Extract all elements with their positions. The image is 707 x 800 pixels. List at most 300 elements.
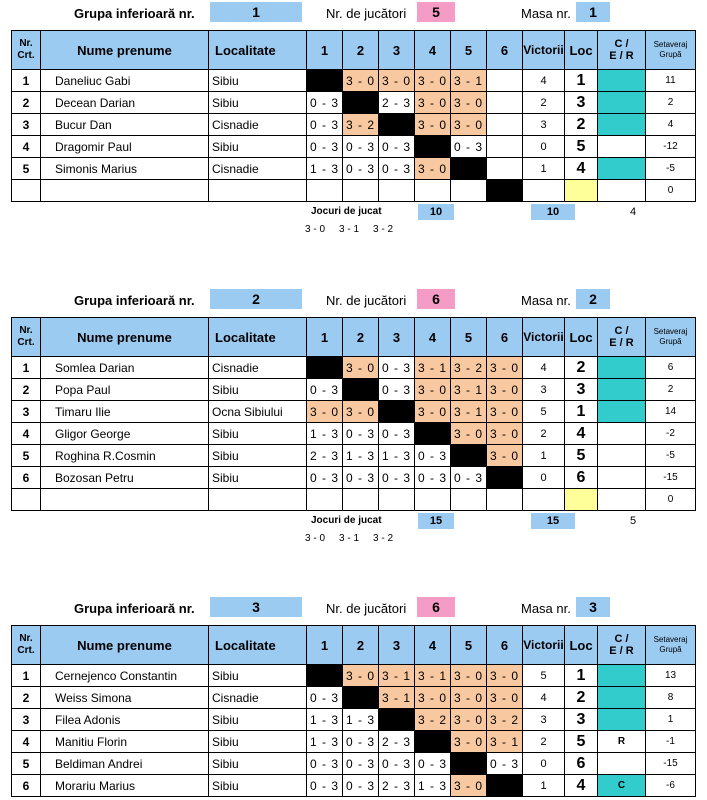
group-1 — [0, 0, 707, 235]
cer-cell — [598, 423, 646, 445]
table-number-label: Masa nr. — [521, 6, 571, 21]
player-name: Bozosan Petru — [41, 467, 209, 489]
match-score-cell: 0 - 3 — [451, 136, 487, 158]
setaveraj-cell: 1 — [646, 709, 696, 731]
self-match-cell — [379, 401, 415, 423]
table-number-value: 3 — [576, 597, 610, 617]
col-name-header: Nume prenume — [41, 626, 209, 665]
player-locality — [209, 180, 307, 202]
wins-cell: 1 — [523, 775, 565, 797]
self-match-cell — [451, 445, 487, 467]
setaveraj-cell: 4 — [646, 114, 696, 136]
place-cell: 6 — [565, 753, 598, 775]
col-wins-header: Victorii — [523, 626, 565, 665]
player-name: Manitiu Florin — [41, 731, 209, 753]
match-score-cell: 0 - 3 — [379, 753, 415, 775]
player-name: Weiss Simona — [41, 687, 209, 709]
setaveraj-cell: -15 — [646, 467, 696, 489]
row-number: 5 — [12, 158, 41, 180]
games-to-play-label: Jocuri de jucat — [311, 515, 382, 526]
col-wins-header: Victorii — [523, 31, 565, 70]
table-row — [12, 136, 696, 158]
wins-cell: 0 — [523, 753, 565, 775]
player-name — [41, 180, 209, 202]
match-score-cell: 3 - 0 — [451, 114, 487, 136]
table-header-row — [12, 318, 696, 357]
games-to-play-value: 15 — [418, 513, 454, 529]
score-legend-item: 3 - 0 — [305, 533, 326, 544]
col-nr-header — [12, 318, 41, 357]
match-score-cell: 3 - 1 — [451, 379, 487, 401]
player-name: Somlea Darian — [41, 357, 209, 379]
players-count-label: Nr. de jucători — [326, 293, 407, 308]
setaveraj-cell: -2 — [646, 423, 696, 445]
match-score-cell: 0 - 3 — [415, 467, 451, 489]
match-score-cell: 3 - 1 — [415, 357, 451, 379]
setaveraj-cell: 2 — [646, 379, 696, 401]
place-cell: 4 — [565, 775, 598, 797]
match-score-cell: 3 - 1 — [415, 665, 451, 687]
match-score-cell: 3 - 0 — [487, 423, 523, 445]
group-count-value: 4 — [630, 206, 637, 218]
victories-total-value: 15 — [531, 513, 575, 529]
score-legend-item: 3 - 1 — [339, 533, 360, 544]
player-locality: Sibiu — [209, 70, 307, 92]
col-place-header: Loc — [565, 318, 598, 357]
match-score-cell: 3 - 0 — [415, 114, 451, 136]
player-locality: Sibiu — [209, 775, 307, 797]
match-score-cell: 3 - 0 — [415, 379, 451, 401]
wins-cell: 1 — [523, 158, 565, 180]
match-score-cell: 3 - 0 — [487, 401, 523, 423]
col-match-5-header: 5 — [451, 626, 487, 665]
players-count-label: Nr. de jucători — [326, 6, 407, 21]
setaveraj-cell: -1 — [646, 731, 696, 753]
match-score-cell: 0 - 3 — [451, 467, 487, 489]
match-score-cell — [451, 180, 487, 202]
player-name: Bucur Dan — [41, 114, 209, 136]
match-score-cell: 3 - 0 — [415, 401, 451, 423]
player-locality: Ocna Sibiului — [209, 401, 307, 423]
row-number: 3 — [12, 114, 41, 136]
self-match-cell — [307, 357, 343, 379]
col-match-1-header: 1 — [307, 626, 343, 665]
col-name-header: Nume prenume — [41, 31, 209, 70]
match-score-cell: 2 - 3 — [379, 731, 415, 753]
player-locality: Sibiu — [209, 665, 307, 687]
col-cer-header — [598, 318, 646, 357]
place-cell: 4 — [565, 423, 598, 445]
wins-cell: 3 — [523, 379, 565, 401]
match-score-cell: 0 - 3 — [307, 114, 343, 136]
match-score-cell: 1 - 3 — [307, 423, 343, 445]
setaveraj-cell: 11 — [646, 70, 696, 92]
match-score-cell: 3 - 0 — [415, 158, 451, 180]
player-locality: Sibiu — [209, 423, 307, 445]
results-table — [11, 317, 696, 511]
match-score-cell: 0 - 3 — [343, 136, 379, 158]
self-match-cell — [343, 92, 379, 114]
match-score-cell: 3 - 0 — [415, 687, 451, 709]
self-match-cell — [379, 709, 415, 731]
match-score-cell — [379, 489, 415, 511]
wins-cell: 0 — [523, 136, 565, 158]
row-number: 4 — [12, 731, 41, 753]
match-score-cell: 0 - 3 — [343, 775, 379, 797]
place-cell — [565, 489, 598, 511]
self-match-cell — [451, 753, 487, 775]
match-score-cell — [343, 180, 379, 202]
col-nr-line2: Crt. — [17, 50, 35, 61]
col-setaveraj-line2: Grupă — [659, 50, 682, 59]
row-number — [12, 180, 41, 202]
player-locality — [209, 489, 307, 511]
self-match-cell — [415, 731, 451, 753]
wins-cell: 5 — [523, 665, 565, 687]
wins-cell: 4 — [523, 687, 565, 709]
score-legend — [305, 224, 407, 235]
player-locality: Cisnadie — [209, 158, 307, 180]
match-score-cell: 3 - 0 — [343, 665, 379, 687]
player-name: Simonis Marius — [41, 158, 209, 180]
wins-cell: 4 — [523, 357, 565, 379]
col-nr-line1: Nr. — [19, 38, 33, 49]
table-row — [12, 467, 696, 489]
player-name: Morariu Marius — [41, 775, 209, 797]
place-cell: 2 — [565, 687, 598, 709]
player-locality: Sibiu — [209, 731, 307, 753]
col-setaveraj-line2: Grupă — [659, 337, 682, 346]
cer-cell — [598, 70, 646, 92]
cer-cell — [598, 357, 646, 379]
group-title-label: Grupa inferioară nr. — [74, 6, 195, 21]
player-name: Decean Darian — [41, 92, 209, 114]
place-cell: 1 — [565, 401, 598, 423]
group-2 — [0, 287, 707, 544]
place-cell: 6 — [565, 467, 598, 489]
player-name: Roghina R.Cosmin — [41, 445, 209, 467]
col-setaveraj-header — [646, 626, 696, 665]
match-score-cell: 3 - 0 — [451, 731, 487, 753]
match-score-cell: 2 - 3 — [307, 445, 343, 467]
wins-cell: 2 — [523, 92, 565, 114]
table-row — [12, 379, 696, 401]
match-score-cell: 3 - 0 — [451, 709, 487, 731]
match-score-cell: 0 - 3 — [379, 467, 415, 489]
match-score-cell: 3 - 0 — [451, 423, 487, 445]
table-row — [12, 357, 696, 379]
match-score-cell — [415, 489, 451, 511]
table-row — [12, 731, 696, 753]
row-number: 5 — [12, 753, 41, 775]
col-cer-line1: C / — [614, 633, 629, 645]
player-name: Dragomir Paul — [41, 136, 209, 158]
match-score-cell: 0 - 3 — [307, 136, 343, 158]
self-match-cell — [415, 423, 451, 445]
match-score-cell — [487, 489, 523, 511]
cer-cell — [598, 665, 646, 687]
place-cell: 1 — [565, 665, 598, 687]
setaveraj-cell: 13 — [646, 665, 696, 687]
match-score-cell: 3 - 0 — [415, 92, 451, 114]
player-locality: Sibiu — [209, 709, 307, 731]
wins-cell — [523, 489, 565, 511]
group-header — [0, 0, 707, 26]
match-score-cell: 3 - 0 — [487, 687, 523, 709]
group-header — [0, 287, 707, 313]
match-score-cell — [307, 180, 343, 202]
player-locality: Sibiu — [209, 467, 307, 489]
col-match-3-header: 3 — [379, 626, 415, 665]
self-match-cell — [307, 665, 343, 687]
col-nr-line2: Crt. — [17, 645, 35, 656]
cer-cell — [598, 114, 646, 136]
table-row — [12, 92, 696, 114]
player-locality: Cisnadie — [209, 114, 307, 136]
col-match-3-header: 3 — [379, 31, 415, 70]
col-setaveraj-line1: Setaveraj — [653, 635, 688, 644]
player-name: Timaru Ilie — [41, 401, 209, 423]
cer-cell — [598, 401, 646, 423]
col-match-1-header: 1 — [307, 31, 343, 70]
player-name: Cernejenco Constantin — [41, 665, 209, 687]
match-score-cell: 3 - 2 — [487, 709, 523, 731]
match-score-cell: 0 - 3 — [343, 753, 379, 775]
setaveraj-cell: 6 — [646, 357, 696, 379]
group-number: 1 — [210, 2, 302, 22]
cer-cell — [598, 709, 646, 731]
player-locality: Sibiu — [209, 753, 307, 775]
players-count-value: 6 — [417, 597, 455, 617]
games-to-play-value: 10 — [418, 204, 454, 220]
place-cell — [565, 180, 598, 202]
col-cer-line2: E / R — [609, 645, 634, 657]
row-number: 3 — [12, 709, 41, 731]
match-score-cell: 0 - 3 — [415, 445, 451, 467]
player-locality: Sibiu — [209, 136, 307, 158]
match-score-cell: 1 - 3 — [343, 709, 379, 731]
row-number: 1 — [12, 665, 41, 687]
row-number: 2 — [12, 379, 41, 401]
player-name: Daneliuc Gabi — [41, 70, 209, 92]
setaveraj-cell: 0 — [646, 489, 696, 511]
row-number — [12, 489, 41, 511]
setaveraj-cell: -15 — [646, 753, 696, 775]
match-score-cell: 1 - 3 — [307, 709, 343, 731]
table-number-label: Masa nr. — [521, 293, 571, 308]
match-score-cell — [415, 180, 451, 202]
match-score-cell: 3 - 0 — [343, 401, 379, 423]
setaveraj-cell: 8 — [646, 687, 696, 709]
wins-cell: 5 — [523, 401, 565, 423]
victories-total-value: 10 — [531, 204, 575, 220]
col-wins-header: Victorii — [523, 318, 565, 357]
score-legend-item: 3 - 2 — [373, 224, 394, 235]
table-row — [12, 158, 696, 180]
match-score-cell: 3 - 1 — [487, 731, 523, 753]
row-number: 1 — [12, 70, 41, 92]
match-score-cell — [487, 158, 523, 180]
col-locality-header: Localitate — [209, 626, 307, 665]
match-score-cell: 0 - 3 — [307, 92, 343, 114]
match-score-cell: 2 - 3 — [379, 775, 415, 797]
match-score-cell: 3 - 0 — [415, 70, 451, 92]
col-match-6-header: 6 — [487, 31, 523, 70]
group-number: 3 — [210, 597, 302, 617]
col-setaveraj-header — [646, 31, 696, 70]
wins-cell: 2 — [523, 731, 565, 753]
match-score-cell — [487, 136, 523, 158]
self-match-cell — [343, 379, 379, 401]
col-match-5-header: 5 — [451, 31, 487, 70]
match-score-cell: 3 - 0 — [487, 665, 523, 687]
match-score-cell: 0 - 3 — [307, 467, 343, 489]
results-table — [11, 30, 696, 202]
table-number-value: 2 — [576, 289, 610, 309]
match-score-cell — [343, 489, 379, 511]
cer-cell: R — [598, 731, 646, 753]
self-match-cell — [415, 136, 451, 158]
table-row — [12, 114, 696, 136]
table-row — [12, 445, 696, 467]
match-score-cell: 3 - 2 — [415, 709, 451, 731]
match-score-cell: 3 - 1 — [379, 687, 415, 709]
setaveraj-cell: 2 — [646, 92, 696, 114]
wins-cell: 3 — [523, 709, 565, 731]
match-score-cell: 3 - 0 — [379, 70, 415, 92]
place-cell: 2 — [565, 357, 598, 379]
table-header-row — [12, 626, 696, 665]
group-number: 2 — [210, 289, 302, 309]
self-match-cell — [487, 180, 523, 202]
col-match-3-header: 3 — [379, 318, 415, 357]
cer-cell — [598, 445, 646, 467]
group-title-label: Grupa inferioară nr. — [74, 293, 195, 308]
place-cell: 3 — [565, 709, 598, 731]
wins-cell: 3 — [523, 114, 565, 136]
match-score-cell: 3 - 0 — [451, 775, 487, 797]
place-cell: 5 — [565, 445, 598, 467]
self-match-cell — [451, 158, 487, 180]
match-score-cell: 0 - 3 — [307, 379, 343, 401]
col-match-6-header: 6 — [487, 318, 523, 357]
row-number: 3 — [12, 401, 41, 423]
match-score-cell — [487, 114, 523, 136]
table-row — [12, 70, 696, 92]
group-count-value: 5 — [630, 515, 637, 527]
cer-cell — [598, 136, 646, 158]
wins-cell — [523, 180, 565, 202]
match-score-cell: 0 - 3 — [379, 423, 415, 445]
players-count-value: 6 — [417, 289, 455, 309]
setaveraj-cell: -5 — [646, 445, 696, 467]
col-match-2-header: 2 — [343, 318, 379, 357]
match-score-cell: 0 - 3 — [343, 467, 379, 489]
place-cell: 5 — [565, 136, 598, 158]
table-row — [12, 687, 696, 709]
player-locality: Cisnadie — [209, 357, 307, 379]
players-count-value: 5 — [417, 2, 455, 22]
match-score-cell: 3 - 1 — [451, 401, 487, 423]
match-score-cell: 3 - 0 — [451, 665, 487, 687]
score-legend-item: 3 - 0 — [305, 224, 326, 235]
table-number-label: Masa nr. — [521, 601, 571, 616]
match-score-cell: 0 - 3 — [379, 136, 415, 158]
players-count-label: Nr. de jucători — [326, 601, 407, 616]
player-name: Popa Paul — [41, 379, 209, 401]
cer-cell — [598, 467, 646, 489]
cer-cell — [598, 379, 646, 401]
player-locality: Sibiu — [209, 379, 307, 401]
col-nr-header — [12, 626, 41, 665]
setaveraj-cell: -5 — [646, 158, 696, 180]
table-row — [12, 180, 696, 202]
match-score-cell: 0 - 3 — [379, 379, 415, 401]
row-number: 1 — [12, 357, 41, 379]
col-nr-header — [12, 31, 41, 70]
self-match-cell — [379, 114, 415, 136]
col-match-2-header: 2 — [343, 31, 379, 70]
col-match-5-header: 5 — [451, 318, 487, 357]
score-legend-item: 3 - 1 — [339, 224, 360, 235]
col-locality-header: Localitate — [209, 31, 307, 70]
table-header-row — [12, 31, 696, 70]
col-setaveraj-line1: Setaveraj — [653, 40, 688, 49]
match-score-cell: 3 - 2 — [343, 114, 379, 136]
match-score-cell: 1 - 3 — [415, 775, 451, 797]
match-score-cell: 3 - 1 — [451, 70, 487, 92]
player-locality: Sibiu — [209, 445, 307, 467]
player-name: Filea Adonis — [41, 709, 209, 731]
row-number: 5 — [12, 445, 41, 467]
col-nr-line1: Nr. — [19, 633, 33, 644]
player-name — [41, 489, 209, 511]
cer-cell: C — [598, 775, 646, 797]
match-score-cell — [451, 489, 487, 511]
match-score-cell — [487, 92, 523, 114]
match-score-cell: 3 - 0 — [343, 357, 379, 379]
match-score-cell: 0 - 3 — [487, 753, 523, 775]
wins-cell: 2 — [523, 423, 565, 445]
col-setaveraj-line1: Setaveraj — [653, 327, 688, 336]
match-score-cell: 1 - 3 — [343, 445, 379, 467]
place-cell: 2 — [565, 114, 598, 136]
match-score-cell: 1 - 3 — [307, 731, 343, 753]
cer-cell — [598, 92, 646, 114]
results-table — [11, 625, 696, 797]
match-score-cell: 3 - 0 — [487, 357, 523, 379]
col-match-2-header: 2 — [343, 626, 379, 665]
table-row — [12, 423, 696, 445]
col-nr-line2: Crt. — [17, 337, 35, 348]
group-3 — [0, 595, 707, 794]
match-score-cell: 1 - 3 — [379, 445, 415, 467]
match-score-cell — [307, 489, 343, 511]
cer-cell — [598, 753, 646, 775]
match-score-cell: 0 - 3 — [307, 687, 343, 709]
table-row — [12, 401, 696, 423]
col-place-header: Loc — [565, 31, 598, 70]
match-score-cell: 0 - 3 — [307, 775, 343, 797]
match-score-cell: 0 - 3 — [343, 158, 379, 180]
col-cer-line2: E / R — [609, 50, 634, 62]
row-number: 6 — [12, 775, 41, 797]
place-cell: 3 — [565, 379, 598, 401]
wins-cell: 4 — [523, 70, 565, 92]
col-nr-line1: Nr. — [19, 325, 33, 336]
col-locality-header: Localitate — [209, 318, 307, 357]
score-legend — [305, 533, 407, 544]
